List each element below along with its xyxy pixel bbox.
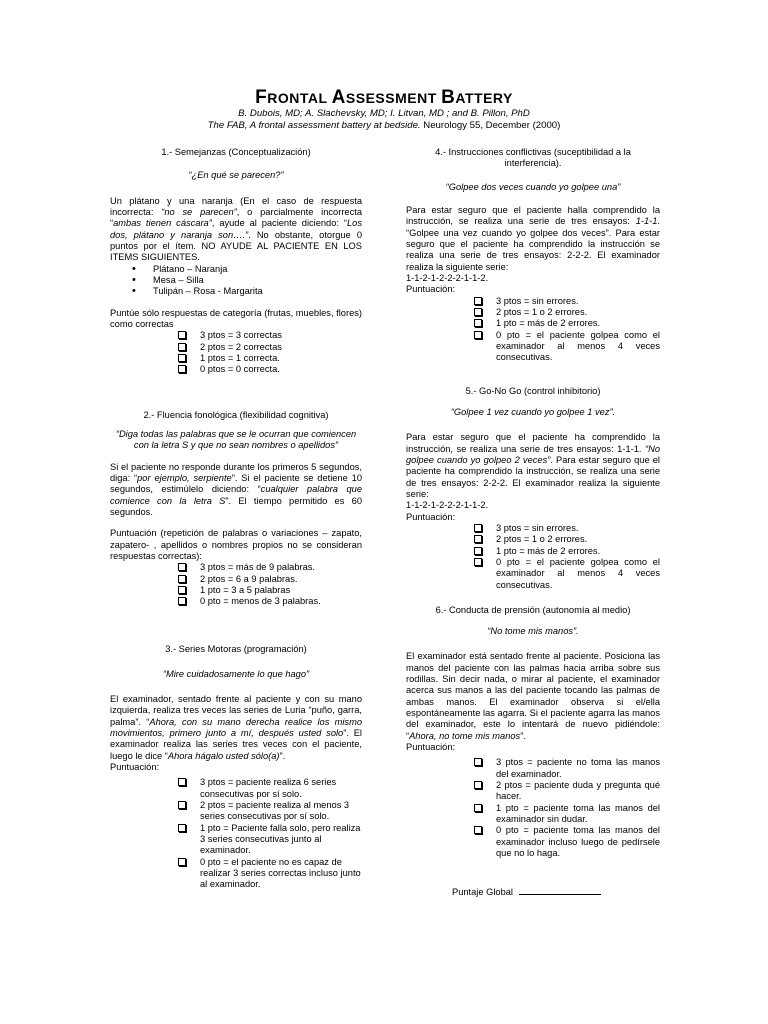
section-4-quote: “Golpee dos veces cuando yo golpee una” bbox=[445, 181, 621, 192]
checkbox-icon bbox=[474, 308, 482, 316]
checkbox-icon bbox=[178, 824, 186, 832]
section-6-quote: “No tome mis manos”. bbox=[487, 626, 579, 637]
title-rest-2: SSESSMENT bbox=[345, 90, 442, 106]
score-text: 2 ptos = 6 a 9 palabras. bbox=[200, 573, 298, 584]
score-text: 2 ptos = 2 correctas bbox=[200, 341, 282, 352]
checkbox-icon bbox=[178, 343, 186, 351]
score-text: 3 ptos = sin errores. bbox=[496, 295, 579, 306]
section-3-scoring-label: Puntuación: bbox=[110, 762, 160, 773]
checkbox-icon bbox=[474, 331, 482, 339]
score-item bbox=[178, 574, 362, 585]
s3-text-a: El examinador, sentado frente al paciente y con su mano izquierda, realiza tres veces las series de Luria “puño, garra, palma”. “ bbox=[110, 694, 362, 727]
list-item: • Tulipán – Rosa - Margarita bbox=[132, 286, 362, 297]
score-item bbox=[474, 330, 660, 364]
score-text: 0 pto = el paciente golpea como el examinador al menos 4 veces consecutivas. bbox=[496, 556, 660, 590]
score-item bbox=[178, 777, 362, 800]
score-text: 0 pto = el paciente golpea como el examinador al menos 4 veces consecutivas. bbox=[496, 329, 660, 363]
s2-text-e: ”. El tiempo permitido es 60 segundos. bbox=[110, 495, 362, 517]
s6-text-a: El examinador está sentado frente al paciente. Posiciona las manos del paciente con las palmas hacia arriba sobre sus rodillas. Sin decir nada, o mirar al paciente, el examinador acerca sus manos a las del paciente tocando las palmas de ambas manos. El examinador observa si el/ella espontáneamente las agarra. Si el paciente agarra las manos del examinador, este lo intentará de nuevo pidiéndole: “ bbox=[406, 651, 660, 741]
section-5-quote: “Golpee 1 vez cuando yo golpee 1 vez”. bbox=[450, 406, 616, 417]
score-item bbox=[474, 825, 660, 859]
score-text: 3 ptos = paciente no toma las manos del examinador. bbox=[496, 757, 660, 779]
score-text: 3 ptos = más de 9 palabras. bbox=[200, 562, 315, 573]
s1-text-c: , o parcialmente incorrecta “ bbox=[110, 206, 362, 229]
section-5-scores bbox=[406, 523, 660, 591]
s2-text-a: Si el paciente no responde durante los primeros 5 segundos, diga: “ bbox=[110, 461, 362, 483]
list-item: • Mesa – Silla bbox=[132, 275, 362, 286]
s2-text-d: cualquier palabra que comience con la letra S bbox=[110, 484, 362, 506]
score-text: 3 ptos = 3 correctas bbox=[200, 330, 282, 341]
score-text: 0 pto = menos de 3 palabras. bbox=[200, 596, 321, 607]
section-4-series: 1-1-2-1-2-2-2-1-1-2. bbox=[406, 272, 489, 283]
checkbox-icon bbox=[178, 365, 186, 373]
score-item bbox=[178, 857, 362, 891]
s3-text-c: ”. El examinador realiza las series tres veces con el paciente, luego le dice “ bbox=[110, 728, 363, 761]
section-1-heading: 1.- Semejanzas (Conceptualización) bbox=[161, 147, 311, 157]
score-item bbox=[178, 330, 362, 341]
checkbox-icon bbox=[474, 319, 482, 327]
title-rest-1: RONTAL bbox=[267, 90, 332, 106]
list-item: • Plátano – Naranja bbox=[132, 264, 362, 275]
s3-text-e: ”. bbox=[279, 750, 286, 761]
score-item bbox=[178, 562, 362, 573]
section-3-heading: 3.- Series Motoras (programación) bbox=[165, 643, 307, 654]
score-text: 3 ptos = sin errores. bbox=[496, 522, 579, 533]
checkbox-icon bbox=[178, 858, 186, 866]
score-item bbox=[178, 823, 362, 857]
title-cap-2: A bbox=[331, 87, 346, 108]
s3-text-d: Ahora hágalo usted sólo(a) bbox=[167, 750, 280, 761]
score-item bbox=[178, 342, 362, 353]
score-item bbox=[474, 757, 660, 780]
authors-line: B. Dubois, MD; A. Slachevsky, MD; I. Litvan, MD ; and B. Pillon, PhD bbox=[238, 108, 530, 119]
checkbox-icon bbox=[474, 758, 482, 766]
score-text: 1 ptos = 1 correcta. bbox=[200, 352, 280, 363]
score-item bbox=[474, 546, 660, 557]
s6-text-b: Ahora, no tome mis manos bbox=[409, 730, 521, 741]
score-text: 1 pto = más de 2 errores. bbox=[496, 545, 601, 556]
reference-line bbox=[0, 120, 768, 132]
s5-text-a: Para estar seguro que el paciente ha comprendido la instrucción, se realiza una serie de tres ensayos: 1-1-1. bbox=[406, 432, 660, 454]
section-4-heading: 4.- Instrucciones conflictivas (suceptibilidad a la interferencia). bbox=[435, 147, 631, 169]
score-item bbox=[474, 523, 660, 534]
score-item bbox=[178, 364, 362, 375]
checkbox-icon bbox=[178, 801, 186, 809]
s1-text-b: “no se parecen” bbox=[161, 206, 237, 217]
s1-text-e: , ayude al paciente diciendo: “ bbox=[211, 218, 347, 229]
section-3-scores bbox=[110, 777, 362, 890]
s3-text-b: Ahora, con su mano derecha realice los mismo movimientos, primero junto a mí, después usted solo bbox=[110, 716, 362, 739]
score-text: 2 ptos = 1 o 2 errores. bbox=[496, 534, 588, 545]
checkbox-icon bbox=[474, 547, 482, 555]
score-text: 2 ptos = 1 o 2 errores. bbox=[496, 306, 588, 317]
section-2-scoring-note: Puntuación (repetición de palabras o variaciones – zapato, zapatero- , apellidos o nombres propios no se consideran respuestas correctas): bbox=[110, 528, 362, 561]
score-item bbox=[474, 534, 660, 545]
s5-text-b: “No golpee cuando yo golpeo 2 veces” bbox=[406, 443, 660, 465]
s1-text-f: Los dos, plátano y naranja son….” bbox=[110, 218, 362, 240]
section-4-scoring-label: Puntuación: bbox=[406, 284, 456, 295]
score-item bbox=[474, 307, 660, 318]
checkbox-icon bbox=[178, 575, 186, 583]
section-6-scoring-label: Puntuación: bbox=[406, 742, 456, 753]
checkbox-icon bbox=[474, 781, 482, 789]
checkbox-icon bbox=[178, 331, 186, 339]
section-6-instructions bbox=[406, 651, 660, 742]
score-item bbox=[178, 800, 362, 823]
s5-text-c: . Para estar seguro que el paciente ha comprendido la instrucción, se realiza una serie de tres ensayos: 2-2-2. El examinador realiza la siguiente serie: bbox=[406, 454, 661, 499]
checkbox-icon bbox=[474, 297, 482, 305]
s1-text-d: ambas tienen cáscara” bbox=[113, 218, 212, 229]
score-item bbox=[178, 596, 362, 607]
score-text: 2 ptos = paciente duda y pregunta qué hacer. bbox=[496, 780, 660, 802]
section-2-instructions bbox=[110, 462, 362, 519]
score-text: 2 ptos = paciente realiza al menos 3 series consecutivas por sí solo. bbox=[200, 800, 350, 822]
right-column bbox=[406, 147, 660, 859]
checkbox-icon bbox=[474, 804, 482, 812]
section-5-heading: 5.- Go-No Go (control inhibitorio) bbox=[465, 385, 601, 396]
section-3-quote: “Mire cuidadosamente lo que hago” bbox=[162, 668, 310, 679]
score-item bbox=[474, 557, 660, 591]
score-text: 1 pto = más de 2 errores. bbox=[496, 318, 601, 329]
score-text: 0 ptos = 0 correcta. bbox=[200, 364, 280, 375]
s2-text-c: ”. Si el paciente se detiene 10 segundos, estimúlelo diciendo: “ bbox=[110, 472, 362, 495]
section-2-heading: 2.- Fluencia fonológica (flexibilidad cognitiva) bbox=[143, 409, 329, 420]
checkbox-icon bbox=[474, 826, 482, 834]
checkbox-icon bbox=[178, 597, 186, 605]
section-4-instructions bbox=[406, 205, 660, 273]
section-5-instructions bbox=[406, 432, 660, 500]
checkbox-icon bbox=[474, 524, 482, 532]
section-5-series: 1-1-2-1-2-2-2-1-1-2. bbox=[406, 500, 489, 511]
s1-text-g: . No obstante, otorgue 0 puntos por el ítem. NO AYUDE AL PACIENTE EN LOS ITEMS SIGUIENTES. bbox=[110, 229, 362, 263]
s2-text-b: por ejemplo, serpiente bbox=[137, 472, 232, 483]
score-item bbox=[474, 780, 660, 803]
section-5-scoring-label: Puntuación: bbox=[406, 511, 456, 522]
checkbox-icon bbox=[474, 535, 482, 543]
checkbox-icon bbox=[178, 563, 186, 571]
checkbox-icon bbox=[474, 558, 482, 566]
s1-text-a: Un plátano y una naranja (En el caso de respuesta incorrecta: bbox=[110, 195, 362, 217]
score-item bbox=[474, 296, 660, 307]
section-6-heading: 6.- Conducta de prensión (autonomía al medio) bbox=[435, 604, 631, 615]
title-cap-3: B bbox=[441, 87, 456, 108]
document-title bbox=[0, 86, 768, 109]
score-text: 1 pto = paciente toma las manos del examinador sin dudar. bbox=[496, 802, 660, 825]
reference-source: Neurology 55, December (2000) bbox=[420, 120, 561, 131]
section-4-scores bbox=[406, 296, 660, 364]
title-rest-3: ATTERY bbox=[455, 90, 513, 106]
global-score-blank[interactable] bbox=[519, 885, 601, 895]
reference-title: The FAB, A frontal assessment battery at bedside. bbox=[207, 120, 421, 131]
score-text: 1 pto = Paciente falla solo, pero realiza 3 series consecutivas junto al examinador. bbox=[200, 822, 361, 856]
section-1-quote: “¿En qué se parecen?” bbox=[188, 170, 284, 181]
s4-text-c: . “Golpee una vez cuando yo golpee dos veces”. Para estar seguro que el paciente ha comprendido la instrucción se realiza una serie de tres ensayos: 2-2-2. El examinador realiza la siguiente serie: bbox=[406, 216, 660, 272]
s4-text-a: Para estar seguro que el paciente halla comprendido la instrucción, se realiza una serie de tres ensayos: bbox=[406, 204, 660, 227]
score-item bbox=[474, 318, 660, 329]
section-1-scoring-note: Puntúe sólo respuestas de categoría (frutas, muebles, flores) como correctas bbox=[110, 307, 362, 329]
score-text: 1 pto = 3 a 5 palabras bbox=[200, 584, 291, 595]
section-3-instructions bbox=[110, 694, 362, 762]
section-2-quote: “Diga todas las palabras que se le ocurran que comiencen con la letra S y que no sean nombres o apellidos” bbox=[115, 428, 357, 451]
score-item bbox=[178, 353, 362, 364]
section-1-items bbox=[110, 264, 362, 298]
title-cap-1: F bbox=[255, 87, 268, 108]
score-text: 0 pto = el paciente no es capaz de realizar 3 series correctas incluso junto al examinador. bbox=[200, 856, 361, 890]
score-text: 0 pto = paciente toma las manos del examinador incluso luego de pedírsele que no lo haga. bbox=[496, 825, 660, 859]
s4-text-b: 1-1-1 bbox=[635, 216, 658, 227]
section-1-instructions bbox=[110, 196, 362, 264]
checkbox-icon bbox=[178, 778, 186, 786]
checkbox-icon bbox=[178, 586, 186, 594]
global-score bbox=[452, 885, 601, 898]
score-item bbox=[474, 803, 660, 826]
score-text: 3 ptos = paciente realiza 6 series consecutivas por sí solo. bbox=[200, 777, 337, 799]
section-6-scores bbox=[406, 757, 660, 859]
s6-text-c: ”. bbox=[520, 730, 526, 741]
score-item bbox=[178, 585, 362, 596]
global-score-label: Puntaje Global bbox=[452, 887, 513, 897]
left-column bbox=[110, 147, 362, 891]
section-1-scores bbox=[110, 330, 362, 375]
section-2-scores bbox=[110, 562, 362, 607]
checkbox-icon bbox=[178, 354, 186, 362]
